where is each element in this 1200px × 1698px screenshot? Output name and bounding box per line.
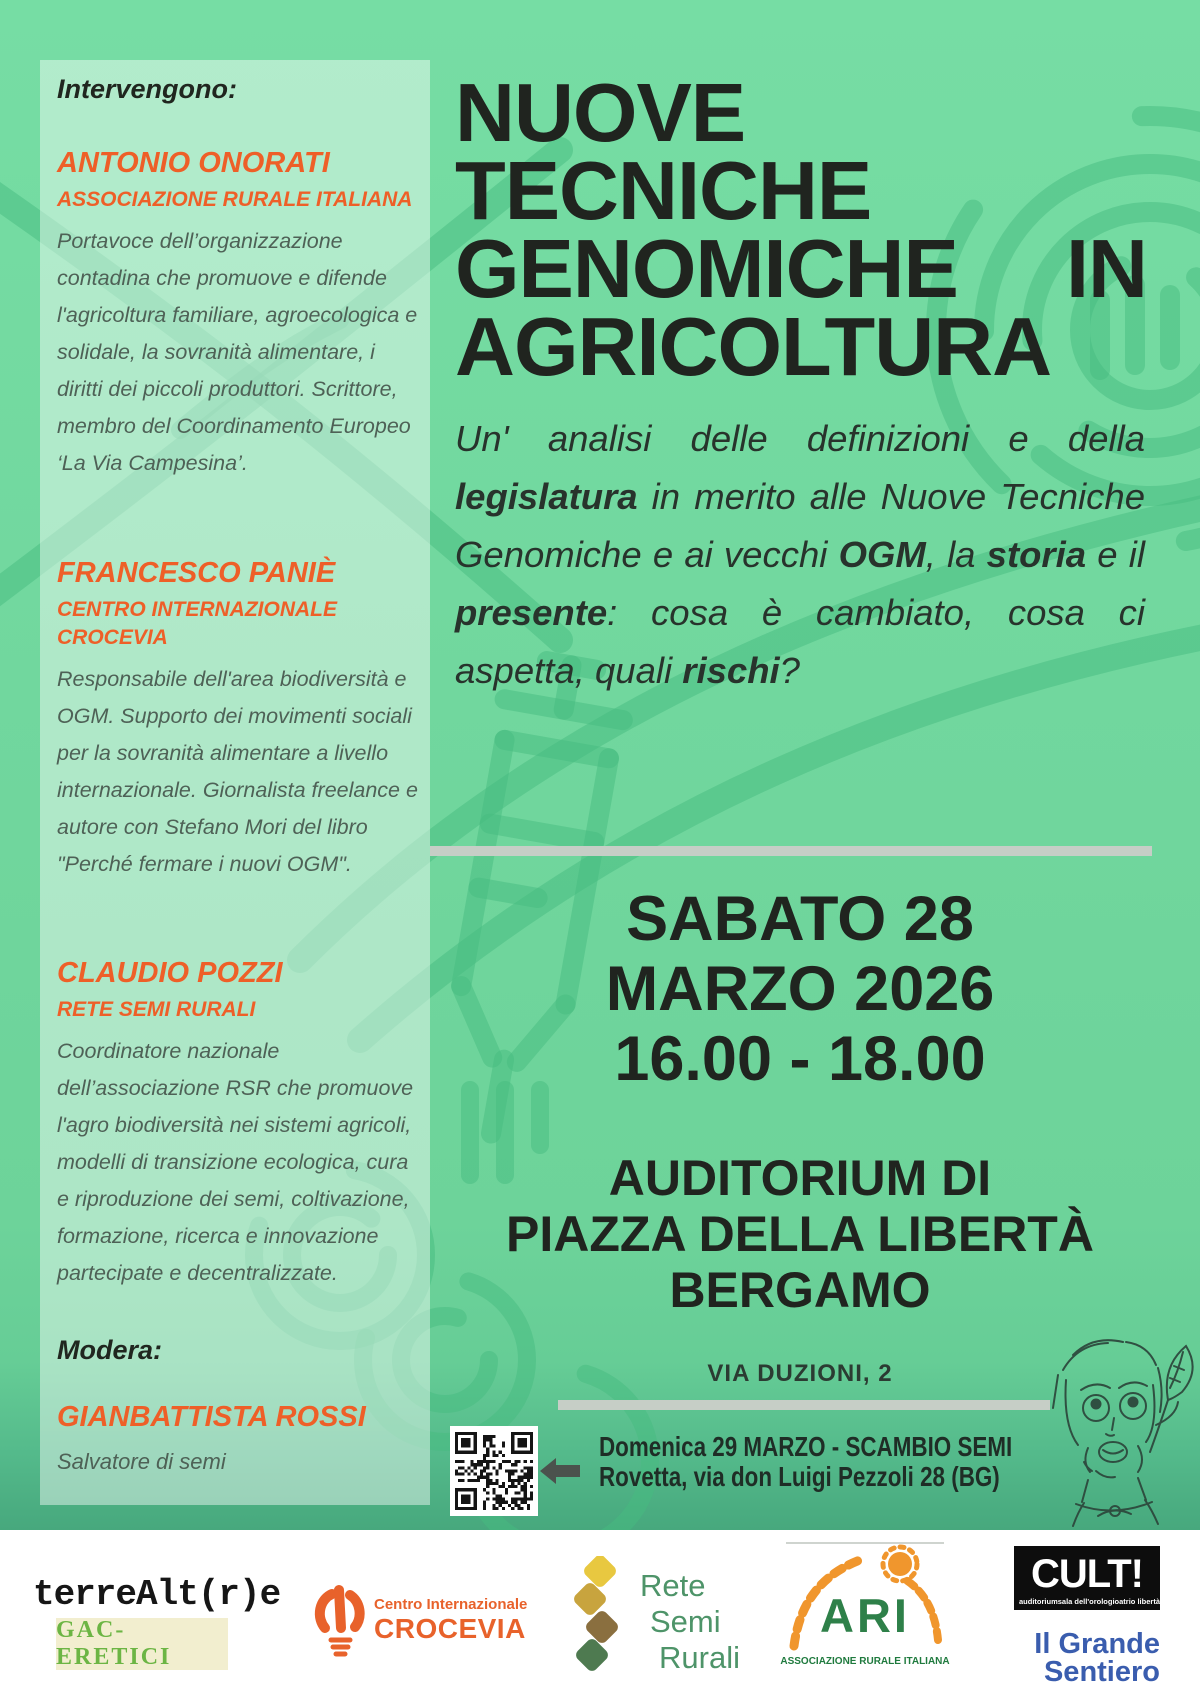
speaker-francesco-panie	[57, 556, 418, 883]
side-event-note	[555, 1431, 1013, 1492]
event-datetime	[455, 884, 1145, 1094]
speaker-antonio-onorati	[57, 146, 418, 482]
speakers-heading: Intervengono:	[57, 74, 237, 104]
moderator-heading: Modera:	[57, 1335, 163, 1365]
poster-title	[455, 66, 1147, 393]
partner-logos-footer	[0, 1530, 1200, 1698]
crocevia-subtitle: Centro Internazionale	[374, 1596, 528, 1613]
event-description: Un' analisi delle definizioni e della legislatura in merito alle Nuove Tecniche Genomiche e ai vecchi OGM, la storia e il presente: cosa è cambiato, cosa ci aspetta, quali rischi?	[455, 418, 1145, 691]
speaker-bio: Responsabile dell'area biodiversità e OGM. Supporto dei movimenti sociali per la sovranità alimentare a livello internazionale. Giornalista freelance e autore con Stefano Mori del libro "Perché fermare i nuovi OGM".	[57, 667, 418, 876]
cult-title: CULT!	[1031, 1552, 1143, 1596]
title-line: TECNICHE	[455, 144, 872, 237]
moderator	[57, 1400, 418, 1477]
title-line: GENOMICHE IN	[455, 222, 1147, 315]
speaker-claudio-pozzi	[57, 956, 418, 1292]
speaker-name: FRANCESCO PANIÈ	[57, 557, 336, 589]
cult-logo	[1014, 1546, 1160, 1610]
il-grande-sentiero-text: Il Grande	[1034, 1628, 1160, 1660]
speaker-name: CLAUDIO POZZI	[57, 957, 283, 989]
event-venue	[420, 1150, 1180, 1318]
speaker-organization: CENTRO INTERNAZIONALE CROCEVIA	[57, 598, 337, 649]
rete-semi-rurali-text: Rurali	[659, 1640, 740, 1675]
speaker-name: ANTONIO ONORATI	[57, 147, 330, 179]
event-date: SABATO 28	[626, 884, 974, 954]
speaker-bio: Portavoce dell’organizzazione contadina che promuove e difende l'agricoltura familiare, agroecologica e solidale, la sovranità alimentare, i diritti dei piccoli produttori. Scrittore, membro del Coordinamento Europeo ‘La Via Campesina’.	[57, 229, 418, 475]
il-grande-sentiero-text: Sentiero	[1043, 1656, 1160, 1688]
speaker-organization: RETE SEMI RURALI	[57, 998, 256, 1021]
cult-venues: auditorium sala dell'orologio atrio libertà	[1019, 1597, 1160, 1606]
speaker-organization: ASSOCIAZIONE RURALE ITALIANA	[57, 188, 413, 211]
divider-line	[430, 846, 1152, 856]
qr-code	[450, 1426, 538, 1516]
person-with-leaf-sketch	[1018, 1330, 1200, 1530]
event-date: MARZO 2026	[605, 954, 995, 1024]
rete-semi-rurali-icon	[563, 1556, 635, 1676]
crocevia-logo: CROCEVIA	[374, 1613, 526, 1644]
gaceretici-logo: GAC-ERETICI	[56, 1618, 228, 1670]
ari-logo: ARI	[820, 1589, 910, 1642]
moderator-name: GIANBATTISTA ROSSI	[57, 1401, 366, 1433]
rete-semi-rurali-text: Rete	[640, 1568, 706, 1603]
venue-line: AUDITORIUM DI	[608, 1150, 992, 1206]
event-time: 16.00 - 18.00	[614, 1024, 986, 1094]
speakers-panel	[40, 60, 430, 1505]
venue-line: BERGAMO	[669, 1262, 931, 1318]
rete-semi-rurali-text: Semi	[650, 1604, 721, 1639]
crocevia-bulb-icon	[310, 1582, 366, 1660]
ari-tagline: ASSOCIAZIONE RURALE ITALIANA	[780, 1656, 950, 1667]
title-line: NUOVE	[455, 66, 746, 159]
venue-line: PIAZZA DELLA LIBERTÀ	[506, 1206, 1094, 1262]
divider-line	[558, 1400, 1050, 1410]
moderator-role: Salvatore di semi	[57, 1449, 226, 1474]
title-line: AGRICOLTURA	[455, 300, 1052, 393]
speaker-bio: Coordinatore nazionale dell’associazione RSR che promuove l'agro biodiversità nei sistemi agricoli, modelli di transizione ecologica, cura e riproduzione dei semi, coltivazione, formazione, ricerca e innovazione partecipate e decentralizzate.	[57, 1039, 414, 1285]
side-event-line: Domenica 29 MARZO - SCAMBIO SEMI	[599, 1431, 1013, 1462]
venue-address: VIA DUZIONI, 2	[707, 1360, 893, 1387]
terrealtre-logo: terreAlt(r)e	[33, 1574, 281, 1615]
side-event-line: Rovetta, via don Luigi Pezzoli 28 (BG)	[599, 1461, 1000, 1492]
